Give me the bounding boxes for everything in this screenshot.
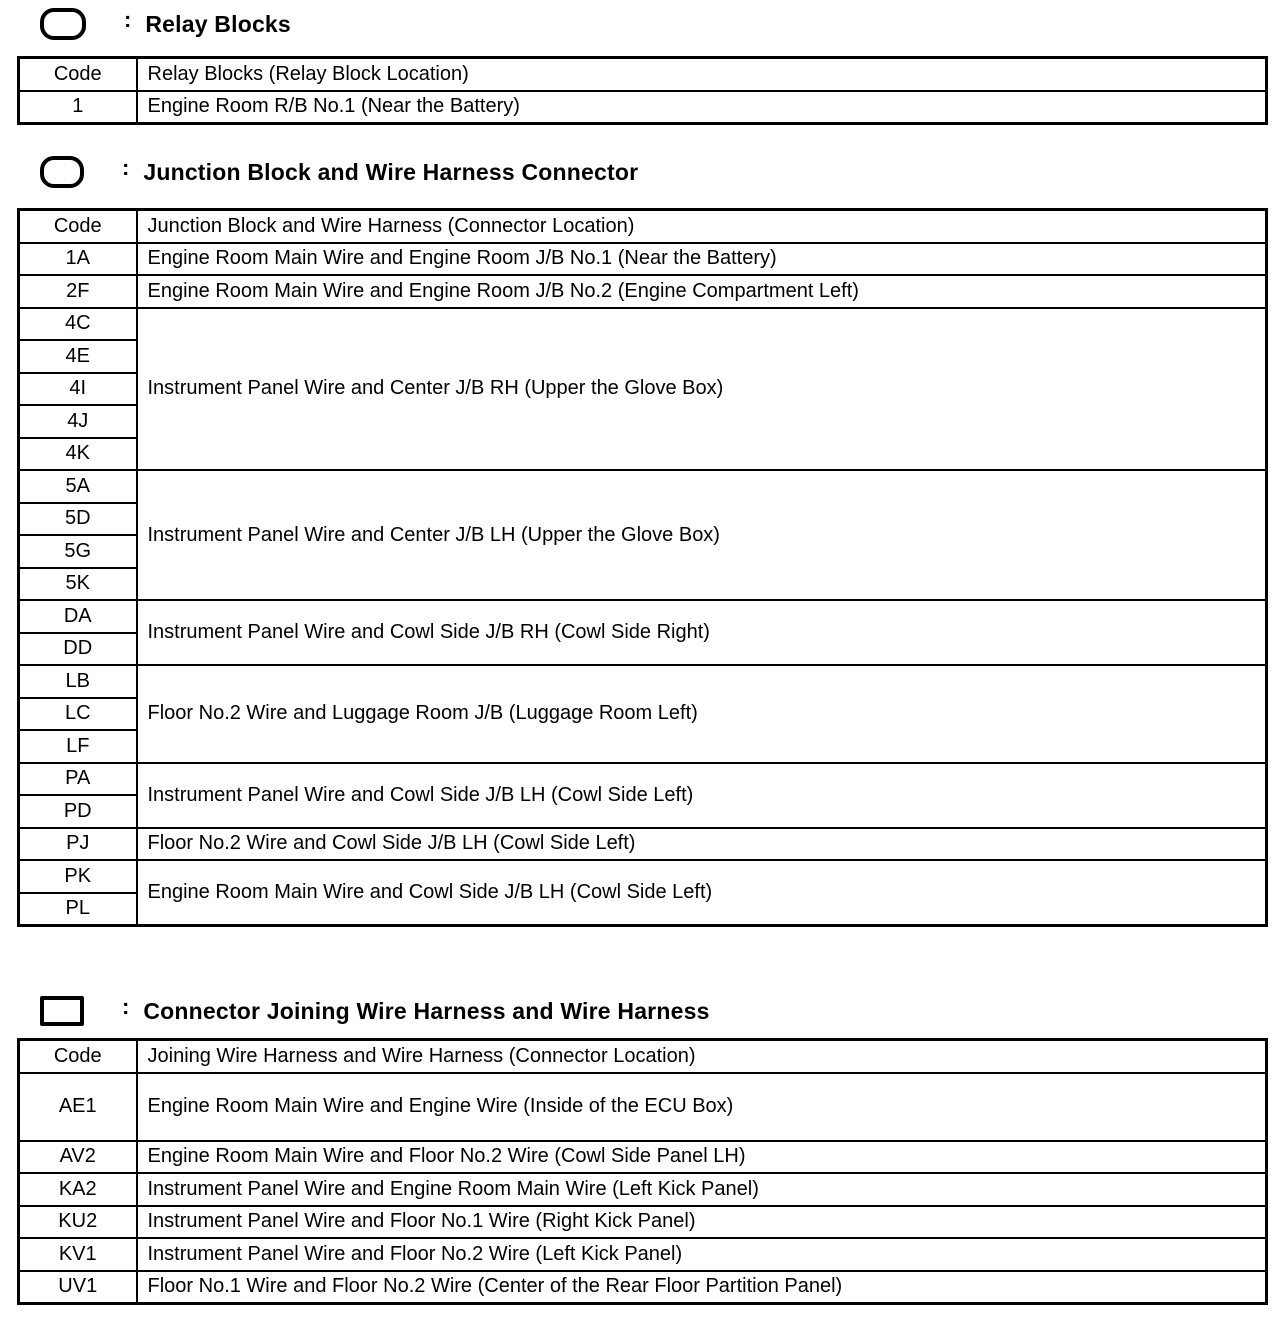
location-cell: Instrument Panel Wire and Floor No.1 Wire (Right Kick Panel): [137, 1206, 1267, 1239]
location-cell: Instrument Panel Wire and Floor No.2 Wire (Left Kick Panel): [137, 1238, 1267, 1271]
location-cell: Floor No.1 Wire and Floor No.2 Wire (Center of the Rear Floor Partition Panel): [137, 1271, 1267, 1304]
code-cell: DD: [19, 633, 137, 666]
code-cell: 1: [19, 91, 137, 124]
code-cell: 4J: [19, 405, 137, 438]
location-cell: Floor No.2 Wire and Cowl Side J/B LH (Cowl Side Left): [137, 828, 1267, 861]
code-cell: DA: [19, 600, 137, 633]
code-cell: 1A: [19, 243, 137, 276]
code-cell: UV1: [19, 1271, 137, 1304]
code-cell: AE1: [19, 1073, 137, 1141]
relay-block-symbol-icon: [40, 8, 86, 40]
location-cell: Engine Room Main Wire and Engine Wire (Inside of the ECU Box): [137, 1073, 1267, 1141]
table-row: [19, 600, 1267, 633]
relay-blocks-heading: [40, 6, 1260, 42]
relay-blocks-table: [17, 56, 1268, 125]
table-header-row: [19, 58, 1267, 91]
code-cell: 5G: [19, 535, 137, 568]
code-cell: 2F: [19, 275, 137, 308]
table-row: [19, 1206, 1267, 1239]
table-row: [19, 1173, 1267, 1206]
location-cell: Instrument Panel Wire and Engine Room Main Wire (Left Kick Panel): [137, 1173, 1267, 1206]
code-cell: PK: [19, 860, 137, 893]
code-cell: 4K: [19, 438, 137, 471]
code-cell: PJ: [19, 828, 137, 861]
location-cell: Instrument Panel Wire and Cowl Side J/B LH (Cowl Side Left): [137, 763, 1267, 828]
location-cell: Floor No.2 Wire and Luggage Room J/B (Luggage Room Left): [137, 665, 1267, 763]
location-cell: Instrument Panel Wire and Center J/B RH (Upper the Glove Box): [137, 308, 1267, 471]
table-row: [19, 1073, 1267, 1141]
code-cell: 5D: [19, 503, 137, 536]
table-row: [19, 1141, 1267, 1174]
code-cell: AV2: [19, 1141, 137, 1174]
junction-block-table: [17, 208, 1268, 927]
table-row: [19, 243, 1267, 276]
code-cell: KU2: [19, 1206, 137, 1239]
code-cell: 5K: [19, 568, 137, 601]
code-cell: PL: [19, 893, 137, 926]
location-cell: Engine Room R/B No.1 (Near the Battery): [137, 91, 1267, 124]
section-title: Junction Block and Wire Harness Connector: [143, 158, 639, 185]
heading-colon: :: [122, 994, 130, 1019]
location-cell: Engine Room Main Wire and Cowl Side J/B LH (Cowl Side Left): [137, 860, 1267, 926]
code-cell: KA2: [19, 1173, 137, 1206]
location-cell: Engine Room Main Wire and Engine Room J/B No.1 (Near the Battery): [137, 243, 1267, 276]
connector-joining-heading: [40, 993, 1260, 1029]
location-cell: Instrument Panel Wire and Cowl Side J/B RH (Cowl Side Right): [137, 600, 1267, 665]
location-cell: Instrument Panel Wire and Center J/B LH (Upper the Glove Box): [137, 470, 1267, 600]
table-row: [19, 763, 1267, 796]
connector-symbol-icon: [40, 996, 84, 1026]
code-cell: 5A: [19, 470, 137, 503]
heading-colon: :: [124, 7, 132, 32]
code-cell: PA: [19, 763, 137, 796]
section-title: Relay Blocks: [145, 10, 291, 37]
location-cell: Engine Room Main Wire and Floor No.2 Wire (Cowl Side Panel LH): [137, 1141, 1267, 1174]
code-cell: LC: [19, 698, 137, 731]
section-title: Connector Joining Wire Harness and Wire Harness: [143, 997, 710, 1024]
code-cell: LF: [19, 730, 137, 763]
table-row: [19, 665, 1267, 698]
heading-colon: :: [122, 155, 130, 180]
code-cell: LB: [19, 665, 137, 698]
location-column-header: Relay Blocks (Relay Block Location): [137, 58, 1267, 91]
code-column-header: Code: [19, 58, 137, 91]
code-cell: 4I: [19, 373, 137, 406]
code-cell: PD: [19, 795, 137, 828]
table-row: [19, 1238, 1267, 1271]
code-column-header: Code: [19, 210, 137, 243]
code-cell: 4E: [19, 340, 137, 373]
junction-block-heading: [40, 154, 1260, 190]
table-row: [19, 308, 1267, 341]
table-row: [19, 91, 1267, 124]
code-cell: 4C: [19, 308, 137, 341]
location-cell: Engine Room Main Wire and Engine Room J/B No.2 (Engine Compartment Left): [137, 275, 1267, 308]
table-header-row: [19, 210, 1267, 243]
table-header-row: [19, 1040, 1267, 1073]
table-row: [19, 828, 1267, 861]
connector-joining-table: [17, 1038, 1268, 1305]
code-column-header: Code: [19, 1040, 137, 1073]
table-row: [19, 275, 1267, 308]
code-cell: KV1: [19, 1238, 137, 1271]
location-column-header: Junction Block and Wire Harness (Connector Location): [137, 210, 1267, 243]
junction-block-symbol-icon: [40, 156, 84, 188]
location-column-header: Joining Wire Harness and Wire Harness (Connector Location): [137, 1040, 1267, 1073]
table-row: [19, 860, 1267, 893]
table-row: [19, 1271, 1267, 1304]
table-row: [19, 470, 1267, 503]
